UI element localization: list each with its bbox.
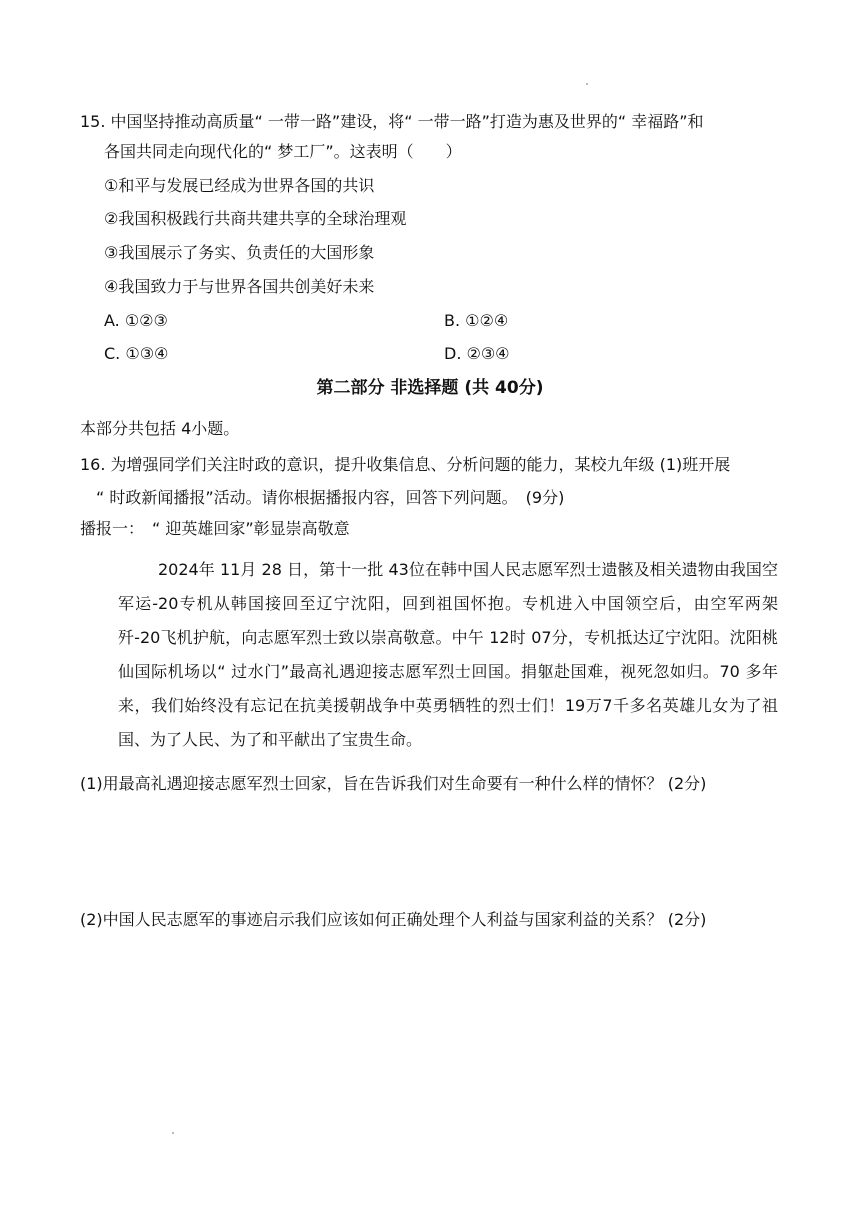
q15-choice-b: B. ①②④: [444, 311, 509, 330]
broadcast-title: 播报一： “ 迎英雄回家”彰显崇高敬意: [80, 519, 350, 538]
q16-subquestion-2: (2)中国人民志愿军的事迹启示我们应该如何正确处理个人利益与国家利益的关系？ (2分): [80, 910, 707, 929]
part2-note: 本部分共包括 4小题。: [80, 419, 240, 438]
q15-statement-1: ①和平与发展已经成为世界各国的共识: [104, 176, 375, 195]
q15-statement-3: ③我国展示了务实、负责任的大国形象: [104, 243, 375, 262]
part2-title: 第二部分 非选择题 (共 40分): [316, 378, 544, 398]
q15-stem-line2: 各国共同走向现代化的“ 梦工厂”。这表明（ ）: [104, 142, 462, 161]
news-passage: [118, 553, 778, 757]
scan-speck: [172, 1132, 174, 1134]
q16-subquestion-1: (1)用最高礼遇迎接志愿军烈士回家，旨在告诉我们对生命要有一种什么样的情怀？ (2分): [80, 774, 707, 793]
q15-choice-c: C. ①③④: [104, 344, 169, 363]
q15-statement-2: ②我国积极践行共商共建共享的全球治理观: [104, 209, 407, 228]
q15-choice-a: A. ①②③: [104, 311, 168, 330]
q15-choice-d: D. ②③④: [444, 344, 510, 363]
q15-statement-4: ④我国致力于与世界各国共创美好未来: [104, 277, 375, 296]
q15-stem-line1: 15. 中国坚持推动高质量“ 一带一路”建设，将“ 一带一路”打造为惠及世界的“ 幸福路”和: [80, 112, 704, 131]
q16-stem-line1: 16. 为增强同学们关注时政的意识，提升收集信息、分析问题的能力，某校九年级 (1)班开展: [80, 455, 731, 474]
q16-stem-line2: “ 时政新闻播报”活动。请你根据播报内容，回答下列问题。 (9分): [96, 488, 565, 507]
news-passage-text: 2024年 11月 28 日，第十一批 43位在韩中国人民志愿军烈士遗骸及相关遗物由我国空军运-20专机从韩国接回至辽宁沈阳，回到祖国怀抱。专机进入中国领空后，由空军两架歼-20飞机护航，向志愿军烈士致以崇高敬意。中午 12时 07分，专机抵达辽宁沈阳。沈阳桃仙国际机场以“ 过水门”最高礼遇迎接志愿军烈士回国。捐躯赴国难，视死忽如归。70 多年来，我们始终没有忘记在抗美援朝战争中英勇牺牲的烈士们！19万7千多名英雄儿女为了祖国、为了人民、为了和平献出了宝贵生命。: [118, 560, 778, 749]
scan-speck: [586, 83, 588, 85]
